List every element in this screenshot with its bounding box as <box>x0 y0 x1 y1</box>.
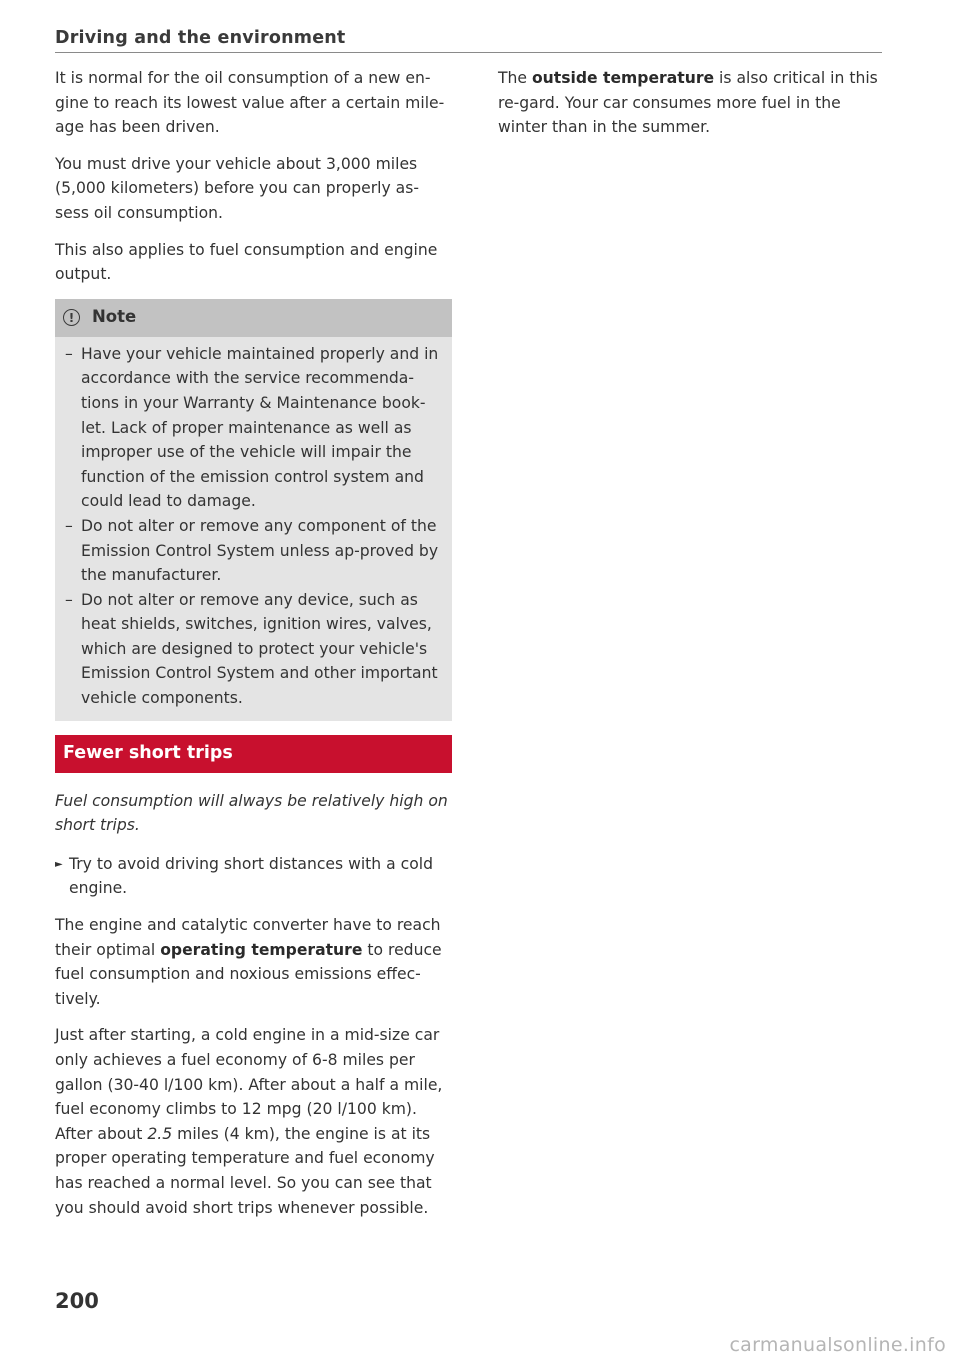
arrow-right-icon: ► <box>55 858 63 870</box>
page-number: 200 <box>55 1289 99 1313</box>
text-run: The engine and catalytic converter have to reach their optimal <box>55 916 441 959</box>
note-item <box>65 342 442 514</box>
text-run: The <box>498 69 532 87</box>
right-column <box>498 66 890 152</box>
paragraph-oil-consumption: It is normal for the oil consumption of a new en-gine to reach its lowest value after a certain mile-age has been driven. <box>55 69 445 137</box>
note-item-text: Do not alter or remove any device, such as heat shields, switches, ignition wires, valves, which are designed to protect your vehicle's Emission Control System and other important vehicle components. <box>81 590 438 708</box>
paragraph-drive-miles: You must drive your vehicle about 3,000 miles (5,000 kilometers) before you can properly as-sess oil consumption. <box>55 154 419 222</box>
left-column <box>55 66 452 1232</box>
note-item <box>65 588 442 711</box>
page-header-title: Driving and the environment <box>55 28 346 48</box>
note-item <box>65 514 442 588</box>
note-header <box>55 299 452 337</box>
emphasis-outside-temperature: outside temperature <box>531 69 715 87</box>
note-title: Note <box>92 307 137 327</box>
text-run: miles (4 km), the engine is at its proper operating temperature and fuel economy has reached a normal level. So you can see that you should avoid short trips whenever possible. <box>55 1124 435 1217</box>
instruction-text: Try to avoid driving short distances with a cold engine. <box>69 854 433 898</box>
note-item-text: Do not alter or remove any component of the Emission Control System unless ap-proved by the manufacturer. <box>81 516 439 585</box>
paragraph-operating-temperature <box>55 913 452 1011</box>
paragraph-outside-temperature <box>498 66 890 140</box>
watermark: carmanualsonline.info <box>729 1334 946 1356</box>
text-run: to reduce fuel consumption and noxious emissions effec-tively. <box>55 940 442 1008</box>
note-item-text: Have your vehicle maintained properly and in accordance with the service recommenda-tions in your Warranty & Maintenance book-let. Lack of proper maintenance as well as improper use of the vehicle will impair the function of the emission control system and could lead to damage. <box>81 344 439 511</box>
text-run: is also critical in this re-gard. Your car consumes more fuel in the winter than in the summer. <box>498 69 878 137</box>
note-body <box>55 337 452 721</box>
dash-marker: – <box>65 590 73 609</box>
text-run: Just after starting, a cold engine in a mid-size car only achieves a fuel economy of 6-8 miles per gallon (30-40 l/100 km). After about a half a mile, fuel economy climbs to 12 mpg (20 l/100 km). After about <box>55 1026 443 1143</box>
paragraph-cold-engine <box>55 1023 452 1220</box>
instruction-item <box>55 852 452 901</box>
exclamation-circle-icon: ! <box>63 309 80 326</box>
header-divider <box>55 52 882 53</box>
section-heading-fewer-short-trips: Fewer short trips <box>55 735 452 773</box>
dash-marker: – <box>65 344 73 363</box>
paragraph-fuel-output: This also applies to fuel consumption and engine output. <box>55 240 438 284</box>
section-intro: Fuel consumption will always be relatively high on short trips. <box>55 791 448 835</box>
italic-distance: 2.5 <box>147 1124 173 1143</box>
dash-marker: – <box>65 516 73 535</box>
note-box <box>55 299 452 721</box>
emphasis-operating-temperature: operating temperature <box>160 940 363 959</box>
